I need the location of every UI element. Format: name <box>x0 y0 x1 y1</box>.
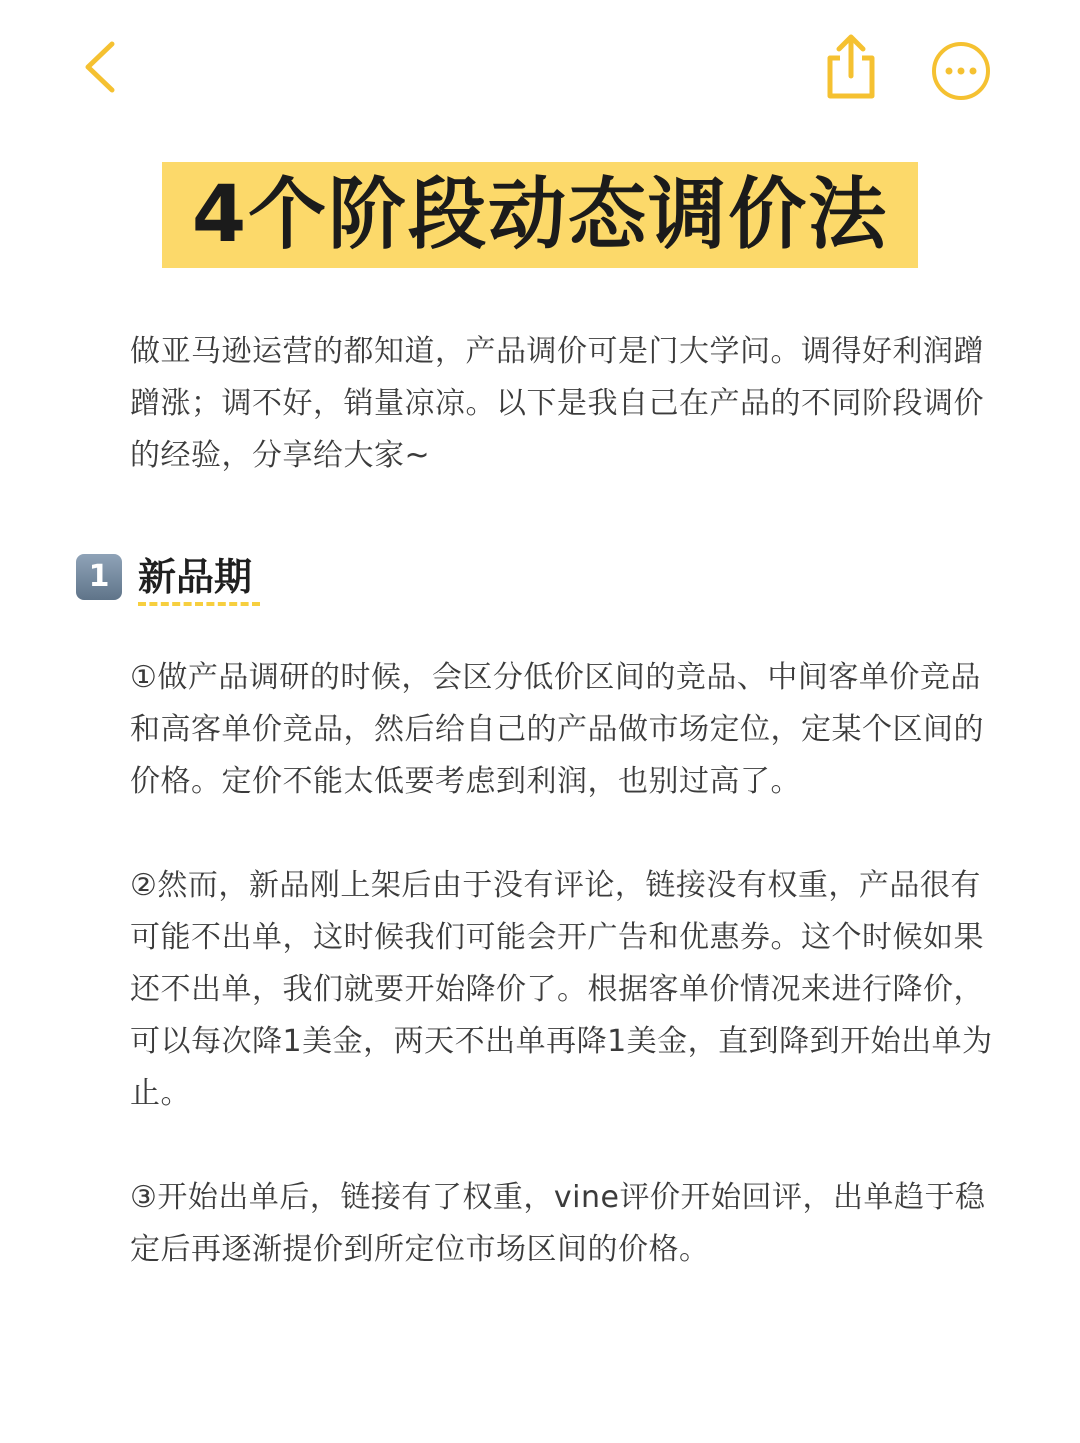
paragraph-step-3: ③开始出单后，链接有了权重，vine评价开始回评，出单趋于稳定后再逐渐提价到所定位市场区间的价格。 <box>130 1180 986 1267</box>
top-navigation-bar <box>0 0 1080 140</box>
share-icon[interactable] <box>822 32 880 102</box>
number-one-badge: 1 <box>76 554 122 600</box>
dashed-underline <box>138 602 260 606</box>
paragraph-step-1: ①做产品调研的时候，会区分低价区间的竞品、中间客单价竞品和高客单价竞品，然后给自己的产品做市场定位，定某个区间的价格。定价不能太低要考虑到利润，也别过高了。 <box>130 660 984 799</box>
paragraph-step-2: ②然而，新品刚上架后由于没有评论，链接没有权重，产品很有可能不出单，这时候我们可能会开广告和优惠券。这个时候如果还不出单，我们就要开始降价了。根据客单价情况来进行降价，可以每次降1美金，两天不出单再降1美金，直到降到开始出单为止。 <box>130 868 993 1111</box>
more-horizontal-icon[interactable] <box>930 40 992 102</box>
intro-paragraph: 做亚马逊运营的都知道，产品调价可是门大学问。调得好利润蹭蹭涨；调不好，销量凉凉。以下是我自己在产品的不同阶段调价的经验，分享给大家~ <box>130 334 984 473</box>
section-title: 新品期 <box>138 555 253 599</box>
page-title: 4个阶段动态调价法 <box>191 170 889 260</box>
chevron-left-icon[interactable] <box>78 38 122 96</box>
title-highlight <box>162 162 918 268</box>
